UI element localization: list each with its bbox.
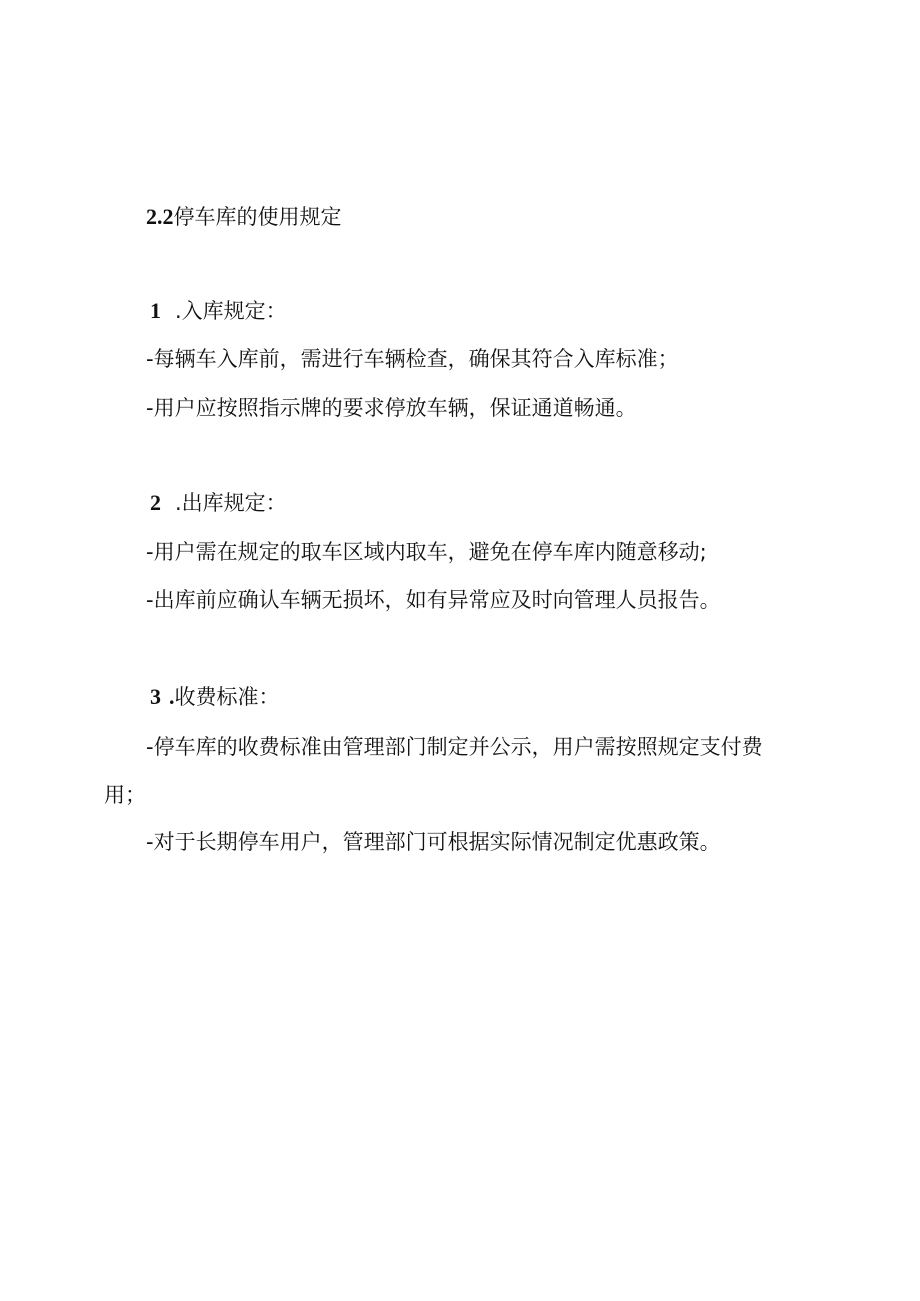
- subsection-2-title: [150, 489, 287, 517]
- section-number: 2.2: [146, 204, 174, 229]
- subsection-1-rule-2: -用户应按照指示牌的要求停放车辆，保证通道畅通。: [146, 396, 637, 420]
- subsection-2-rule-1: -用户需在规定的取车区域内取车，避免在停车库内随意移动;: [146, 540, 707, 564]
- subsection-3-rule-2: -对于长期停车用户，管理部门可根据实际情况制定优惠政策。: [146, 830, 721, 854]
- subsection-1-number: 1: [150, 298, 161, 323]
- subsection-3-dot: .: [169, 684, 175, 709]
- section-heading: [146, 203, 342, 231]
- subsection-3-rule-1-continuation: 用；: [104, 783, 146, 807]
- subsection-3-number: 3: [150, 684, 161, 709]
- subsection-1-label: .入库规定：: [175, 299, 287, 323]
- subsection-3-label: 收费标准：: [174, 685, 280, 709]
- subsection-3-title: [150, 683, 280, 711]
- subsection-1-title: [150, 297, 287, 325]
- subsection-3-rule-1: -停车库的收费标准由管理部门制定并公示，用户需按照规定支付费: [146, 735, 763, 759]
- section-title: 停车库的使用规定: [173, 205, 342, 229]
- subsection-2-rule-2: -出库前应确认车辆无损坏，如有异常应及时向管理人员报告。: [146, 588, 721, 612]
- subsection-1-rule-1: -每辆车入库前，需进行车辆检查，确保其符合入库标准；: [146, 347, 679, 371]
- subsection-2-number: 2: [150, 490, 161, 515]
- subsection-2-label: .出库规定：: [175, 491, 287, 515]
